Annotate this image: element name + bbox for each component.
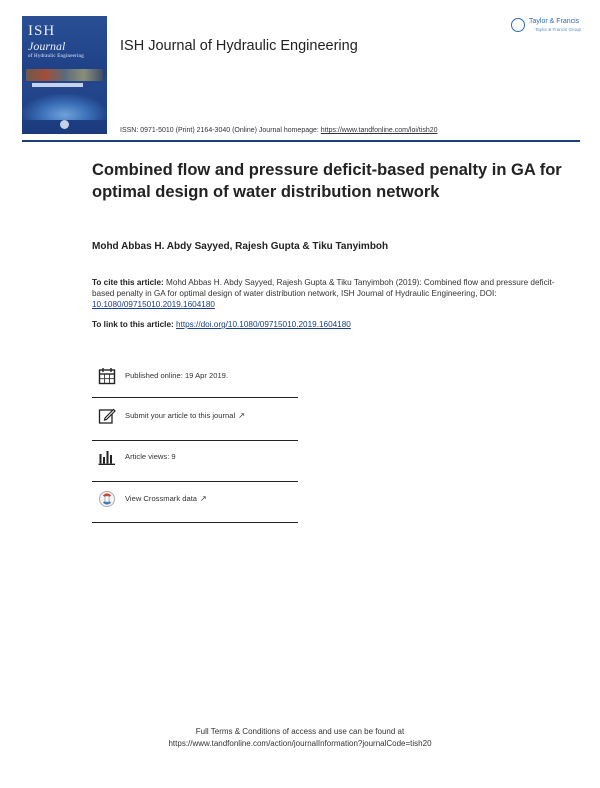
row-divider xyxy=(92,522,298,523)
cover-wave-graphic xyxy=(22,94,107,120)
publisher-tagline: Taylor & Francis Group xyxy=(535,27,582,32)
journal-homepage-link[interactable]: https://www.tandfonline.com/loi/tish20 xyxy=(320,127,438,134)
citation-block xyxy=(92,277,562,310)
cover-title-subtitle: of Hydraulic Engineering xyxy=(28,54,84,59)
article-title: Combined flow and pressure deficit-based penalty in GA for optimal design of water distribution network xyxy=(92,161,562,201)
crossmark-icon xyxy=(98,490,116,508)
citation-text: Mohd Abbas H. Abdy Sayyed, Rajesh Gupta & Tiku Tanyimboh (2019): Combined flow and pressure deficit-based penalty in GA for optimal design of water distribution network, ISH Journal of Hydraulic Engineering, DOI: xyxy=(92,278,555,298)
cover-photo-strip xyxy=(26,69,103,81)
footer-terms-text: Full Terms & Conditions of access and use can be found at xyxy=(195,727,405,736)
article-link-label: To link to this article: xyxy=(92,320,177,329)
issn-line xyxy=(120,127,438,134)
issn-text: ISSN: 0971-5010 (Print) 2164-3040 (Online) Journal homepage: xyxy=(120,127,321,134)
external-link-icon: ↗ xyxy=(200,494,207,503)
footer-terms-link[interactable]: https://www.tandfonline.com/action/journalInformation?journalCode=tish20 xyxy=(168,739,432,748)
crossmark-row[interactable] xyxy=(98,490,298,508)
row-divider xyxy=(92,397,298,398)
cover-title-ish: ISH xyxy=(28,23,56,39)
crossmark-label: View Crossmark data xyxy=(125,494,198,503)
submit-article-label: Submit your article to this journal xyxy=(125,411,236,420)
citation-label: To cite this article: xyxy=(92,278,164,287)
article-link-line xyxy=(92,320,351,329)
article-views-row xyxy=(98,448,298,466)
header-divider xyxy=(22,140,580,142)
article-authors: Mohd Abbas H. Abdy Sayyed, Rajesh Gupta & Tiku Tanyimboh xyxy=(92,241,389,252)
calendar-icon xyxy=(98,367,116,385)
journal-name: ISH Journal of Hydraulic Engineering xyxy=(120,38,358,54)
journal-cover xyxy=(22,16,107,134)
bar-chart-icon xyxy=(98,448,116,466)
publisher-logo-icon xyxy=(511,18,525,32)
cover-title-journal: Journal xyxy=(28,39,66,53)
external-link-icon: ↗ xyxy=(238,411,245,420)
row-divider xyxy=(92,440,298,441)
article-views-label: Article views: 9 xyxy=(125,452,176,461)
row-divider xyxy=(92,481,298,482)
publisher-logo[interactable] xyxy=(511,17,583,37)
edit-icon xyxy=(98,407,116,425)
cover-title xyxy=(28,24,84,59)
published-online-row xyxy=(98,367,298,385)
citation-doi-link[interactable]: 10.1080/09715010.2019.1604180 xyxy=(92,300,215,309)
article-link-url[interactable]: https://doi.org/10.1080/09715010.2019.1604180 xyxy=(176,320,351,329)
cover-caption-bar xyxy=(32,83,83,87)
publisher-name: Taylor & Francis xyxy=(529,18,580,25)
published-online-label: Published online: 19 Apr 2019. xyxy=(125,371,229,380)
cover-emblem-icon xyxy=(60,120,69,129)
submit-article-row[interactable] xyxy=(98,407,298,425)
